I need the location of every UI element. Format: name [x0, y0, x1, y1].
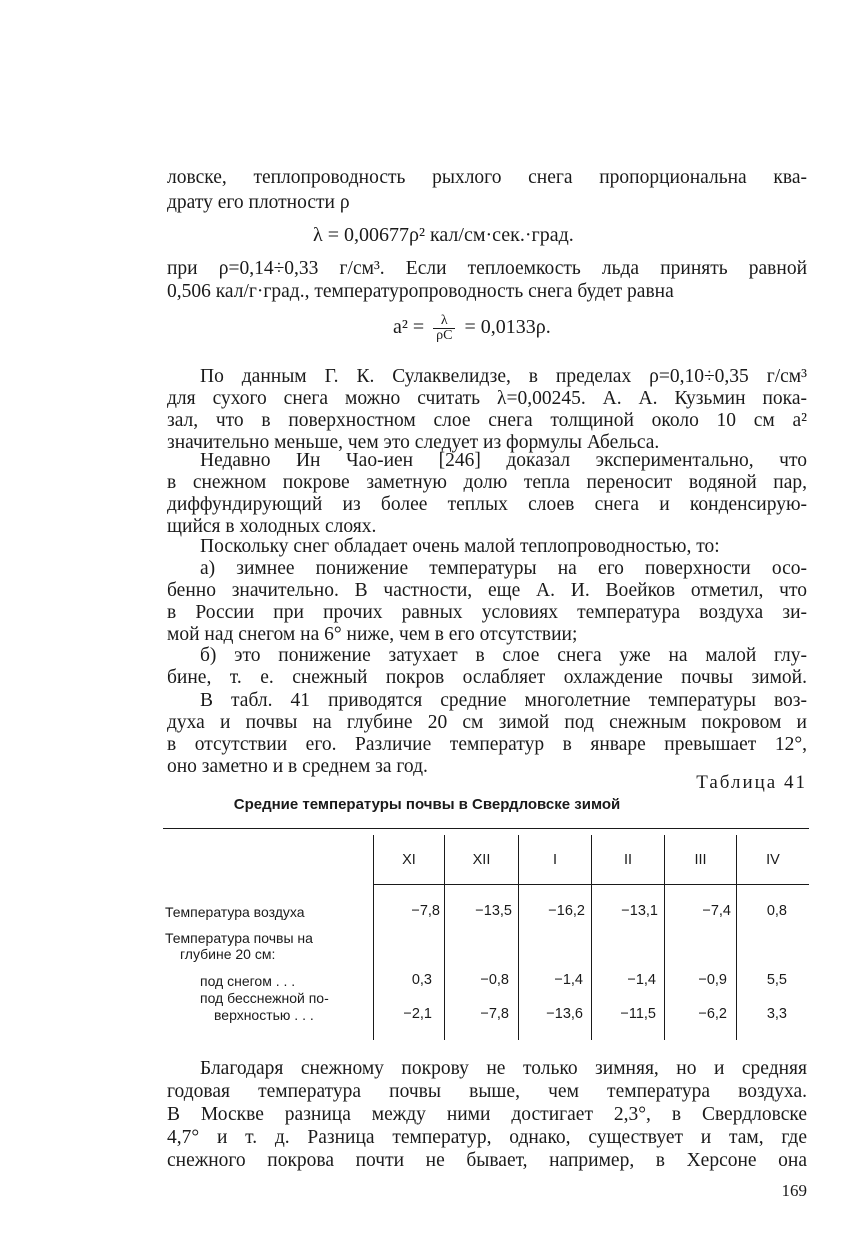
- table-cell: −7,8: [480, 1006, 509, 1022]
- table-row-label: под снегом . . .: [200, 973, 296, 989]
- table-column-header: II: [623, 852, 633, 868]
- table-cell: −11,5: [620, 1006, 656, 1022]
- text-line: ловске, теплопроводность рыхлого снега пропорциональна ква-: [167, 167, 807, 188]
- table-column-header: XI: [402, 852, 416, 868]
- text-line: 4,7° и т. д. Разница температур, однако, существует и там, где: [167, 1127, 807, 1148]
- table-cell: −1,4: [554, 972, 583, 988]
- table-cell: −13,1: [621, 903, 658, 919]
- page-number: 169: [781, 1181, 807, 1200]
- text-line: диффундирующий из более теплых слоев снега и конденсирую-: [167, 494, 807, 515]
- text-line: зал, что в поверхностном слое снега толщиной около 10 см a²: [167, 410, 807, 431]
- text-line: в России при прочих равных условиях температура воздуха зи-: [167, 602, 807, 623]
- table-row-label: верхностью . . .: [214, 1007, 314, 1023]
- table-title: Средние температуры почвы в Свердловске зимой: [233, 796, 621, 813]
- formula-left: a² =: [393, 316, 425, 339]
- text-line: бенно значительно. В частности, еще А. И. Воейков отметил, что: [167, 580, 807, 601]
- table-cell: −16,2: [548, 903, 585, 919]
- table-row-label: под бесснежной по-: [200, 990, 329, 1006]
- fraction-denominator: ρC: [436, 328, 453, 343]
- table-cell: −1,4: [627, 972, 656, 988]
- table-cell: −0,8: [480, 972, 509, 988]
- table-cell: 0,3: [411, 972, 432, 988]
- table-cell: −7,4: [702, 903, 731, 919]
- table-cell: −6,2: [698, 1006, 727, 1022]
- text-line: мой над снегом на 6° ниже, чем в его отсутствии;: [167, 624, 578, 645]
- text-line: б) это понижение затухает в слое снега уже на малой глу-: [200, 645, 807, 666]
- text-line: духа и почвы на глубине 20 см зимой под снежным покровом и: [167, 712, 807, 733]
- fraction-numerator: λ: [433, 314, 455, 329]
- table-row-label: Температура воздуха: [165, 904, 305, 920]
- formula-diffusivity: [393, 314, 551, 343]
- text-line: 0,506 кал/г·град., температуропроводность снега будет равна: [167, 281, 674, 302]
- table-cell: 3,3: [766, 1006, 787, 1022]
- table-cell: −2,1: [403, 1006, 432, 1022]
- text-line: годовая температура почвы выше, чем температура воздуха.: [167, 1081, 807, 1102]
- table-number: Таблица 41: [696, 772, 807, 793]
- text-line: бине, т. е. снежный покров ослабляет охлаждение почвы зимой.: [167, 667, 807, 688]
- text-line: а) зимнее понижение температуры на его поверхности осо-: [200, 558, 807, 579]
- table-column-header: III: [694, 852, 707, 868]
- text-line: По данным Г. К. Сулаквелидзе, в пределах ρ=0,10÷0,35 г/см³: [200, 366, 807, 387]
- table-cell: −13,6: [546, 1006, 583, 1022]
- formula-thermal-conductivity: λ = 0,00677ρ² кал/см·сек.·град.: [313, 224, 574, 246]
- text-line: щийся в холодных слоях.: [167, 516, 377, 537]
- table-column-header: I: [552, 852, 558, 868]
- table-cell: −7,8: [411, 903, 440, 919]
- text-line: снежного покрова почти не бывает, например, в Херсоне она: [167, 1150, 807, 1171]
- text-line: Недавно Ин Чао-иен [246] доказал экспериментально, что: [200, 450, 807, 471]
- table-group-label: глубине 20 см:: [180, 946, 276, 962]
- table-cell: 5,5: [766, 972, 787, 988]
- table-cell: −0,9: [698, 972, 727, 988]
- text-line: драту его плотности ρ: [167, 192, 350, 213]
- table-column-header: IV: [766, 852, 780, 868]
- text-line: Поскольку снег обладает очень малой теплопроводностью, то:: [200, 536, 720, 557]
- text-line: значительно меньше, чем это следует из формулы Абельса.: [167, 432, 660, 453]
- text-line: в отсутствии его. Различие температур в январе превышает 12°,: [167, 734, 807, 755]
- text-line: для сухого снега можно считать λ=0,00245. А. А. Кузьмин пока-: [167, 388, 807, 409]
- table-group-label: Температура почвы на: [165, 930, 313, 946]
- text-line: В Москве разница между ними достигает 2,3°, в Свердловске: [167, 1104, 807, 1125]
- table-cell: 0,8: [766, 903, 787, 919]
- text-line: в снежном покрове заметную долю тепла переносит водяной пар,: [167, 472, 807, 493]
- formula-fraction: [433, 314, 455, 343]
- text-line: В табл. 41 приводятся средние многолетние температуры воз-: [200, 690, 807, 711]
- text-line: при ρ=0,14÷0,33 г/см³. Если теплоемкость льда принять равной: [167, 258, 807, 279]
- text-line: Благодаря снежному покрову не только зимняя, но и средняя: [200, 1058, 807, 1079]
- table-cell: −13,5: [475, 903, 512, 919]
- formula-right: = 0,0133ρ.: [464, 316, 551, 339]
- table-column-header: XII: [472, 852, 491, 868]
- table-top-rule: [163, 828, 809, 829]
- text-line: оно заметно и в среднем за год.: [167, 756, 428, 777]
